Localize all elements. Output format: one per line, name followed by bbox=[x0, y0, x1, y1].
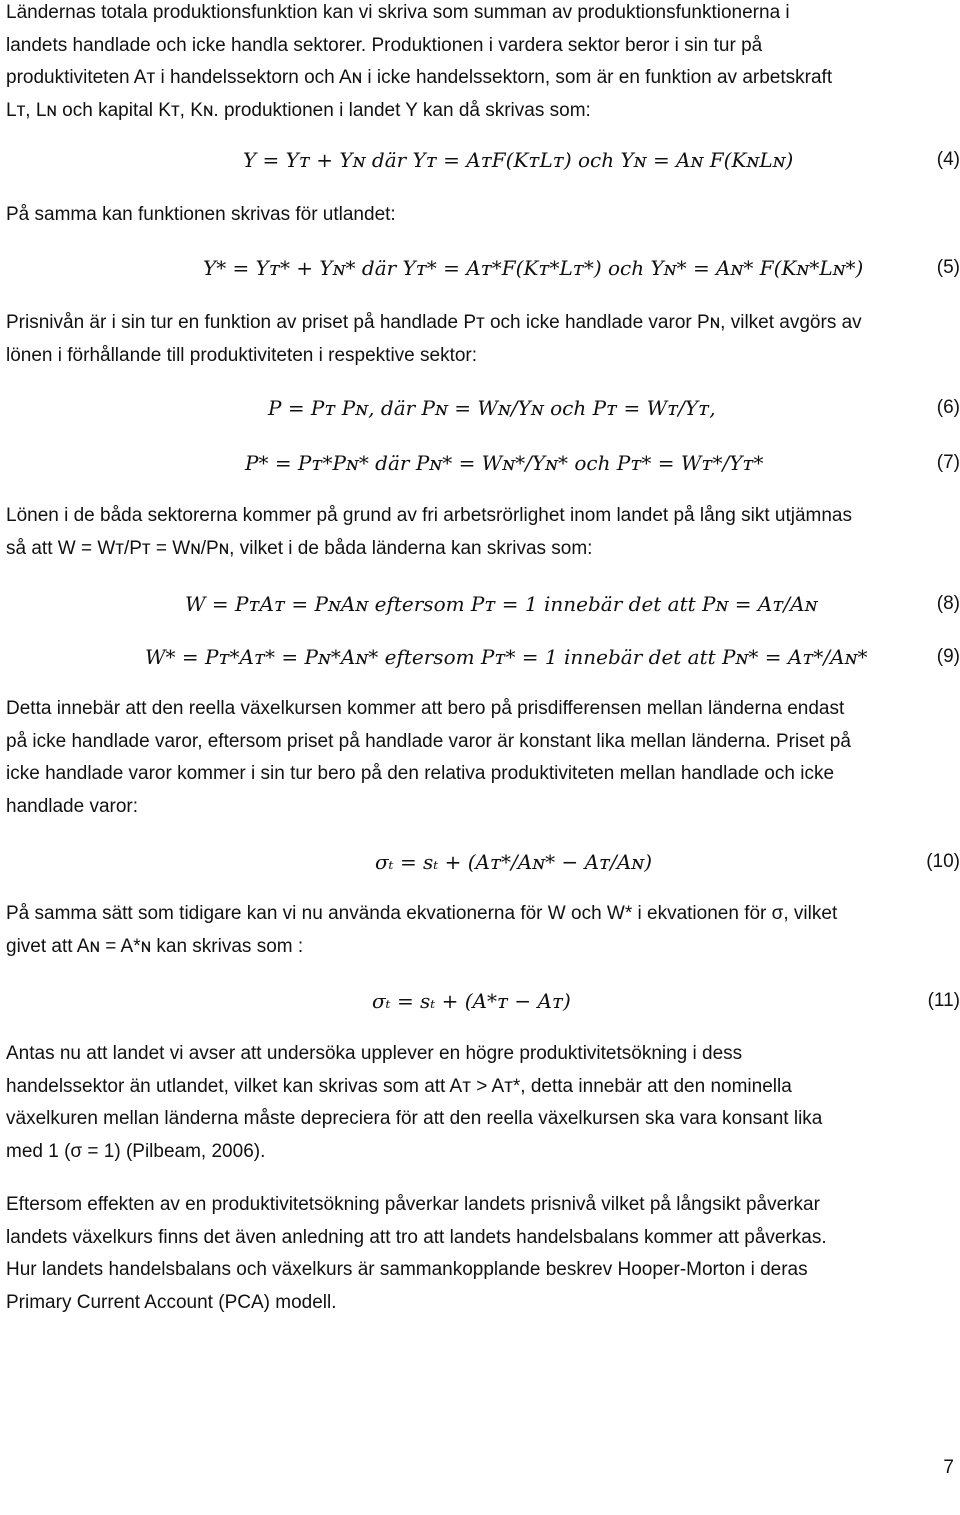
text-line: givet att Aɴ = A*ɴ kan skrivas som : bbox=[6, 935, 304, 957]
paragraph bbox=[6, 307, 954, 372]
text-line: handlade varor: bbox=[6, 795, 139, 817]
equation-expression: Y* = Yᴛ* + Yɴ* där Yᴛ* = Aᴛ*F(Kᴛ*Lᴛ*) och Yɴ* = Aɴ* F(Kɴ*Lɴ*) bbox=[203, 256, 864, 280]
equation-5 bbox=[0, 251, 960, 285]
paragraph bbox=[6, 199, 954, 232]
text-line: Lönen i de båda sektorerna kommer på grund av fri arbetsrörlighet inom landet på lång sikt utjämnas bbox=[6, 505, 852, 526]
equation-8 bbox=[0, 587, 960, 621]
text-line: på icke handlade varor, eftersom priset på handlade varor är konstant lika mellan länderna. Priset på bbox=[6, 730, 851, 752]
equation-number: (7) bbox=[936, 452, 960, 473]
text-line: med 1 (σ = 1) (Pilbeam, 2006). bbox=[6, 1140, 266, 1162]
equation-number: (6) bbox=[936, 397, 960, 418]
text-line: På samma kan funktionen skrivas för utlandet: bbox=[6, 204, 396, 225]
text-line: Eftersom effekten av en produktivitetsökning påverkar landets prisnivå vilket på långsikt påverkar bbox=[6, 1194, 820, 1215]
equation-number: (10) bbox=[926, 851, 960, 872]
paragraph bbox=[6, 1189, 954, 1319]
text-line: Ländernas totala produktionsfunktion kan vi skriva som summan av produktionsfunktionerna i bbox=[6, 2, 790, 23]
text-line: Prisnivån är i sin tur en funktion av priset på handlade Pᴛ och icke handlade varor Pɴ, vilket avgörs av bbox=[6, 312, 862, 333]
equation-expression: σₜ = sₜ + (Aᴛ*/Aɴ* − Aᴛ/Aɴ) bbox=[375, 850, 653, 874]
paragraph bbox=[6, 500, 954, 565]
text-line: växelkuren mellan länderna måste depreciera för att den reella växelkursen ska vara konsant lika bbox=[6, 1108, 823, 1129]
equation-expression: W* = Pᴛ*Aᴛ* = Pɴ*Aɴ* eftersom Pᴛ* = 1 innebär det att Pɴ* = Aᴛ*/Aɴ* bbox=[145, 645, 868, 669]
equation-number: (5) bbox=[936, 257, 960, 278]
equation-expression: W = PᴛAᴛ = PɴAɴ eftersom Pᴛ = 1 innebär det att Pɴ = Aᴛ/Aɴ bbox=[185, 592, 818, 616]
text-line: landets växelkurs finns det även anledning att tro att landets handelsbalans kommer att påverkas. bbox=[6, 1226, 827, 1248]
equation-number: (11) bbox=[927, 990, 960, 1011]
text-line: produktiviteten Aᴛ i handelssektorn och Aɴ i icke handelssektorn, som är en funktion av arbetskraft bbox=[6, 67, 833, 88]
equation-9 bbox=[0, 640, 960, 674]
text-line: Lᴛ, Lɴ och kapital Kᴛ, Kɴ. produktionen i landet Y kan då skrivas som: bbox=[6, 99, 591, 121]
text-line: Primary Current Account (PCA) modell. bbox=[6, 1291, 337, 1313]
equation-expression: σₜ = sₜ + (A*ᴛ − Aᴛ) bbox=[372, 989, 571, 1013]
equation-4 bbox=[0, 143, 960, 177]
equation-number: (9) bbox=[936, 646, 960, 667]
text-line: Hur landets handelsbalans och växelkurs är sammankopplande beskrev Hooper-Morton i deras bbox=[6, 1259, 808, 1280]
text-line: icke handlade varor kommer i sin tur bero på den relativa produktiviteten mellan handlade och icke bbox=[6, 763, 835, 784]
equation-expression: Y = Yᴛ + Yɴ där Yᴛ = AᴛF(KᴛLᴛ) och Yɴ = Aɴ F(KɴLɴ) bbox=[243, 148, 794, 172]
equation-6 bbox=[0, 391, 960, 425]
text-line: Antas nu att landet vi avser att undersöka upplever en högre produktivitetsökning i dess bbox=[6, 1043, 743, 1064]
equation-number: (4) bbox=[936, 149, 960, 170]
text-line: handelssektor än utlandet, vilket kan skrivas som att Aᴛ > Aᴛ*, detta innebär att den nominella bbox=[6, 1075, 792, 1097]
equation-7 bbox=[0, 446, 960, 480]
paragraph bbox=[6, 0, 954, 127]
text-line: landets handlade och icke handla sektorer. Produktionen i vardera sektor beror i sin tur på bbox=[6, 34, 763, 56]
text-line: lönen i förhållande till produktiviteten i respektive sektor: bbox=[6, 344, 478, 366]
text-line: Detta innebär att den reella växelkursen kommer att bero på prisdifferensen mellan länderna endast bbox=[6, 698, 845, 719]
equation-expression: P = Pᴛ Pɴ, där Pɴ = Wɴ/Yɴ och Pᴛ = Wᴛ/Yᴛ, bbox=[268, 396, 716, 420]
text-line: så att W = Wᴛ/Pᴛ = Wɴ/Pɴ, vilket i de båda länderna kan skrivas som: bbox=[6, 537, 593, 559]
paragraph bbox=[6, 898, 954, 963]
text-line: På samma sätt som tidigare kan vi nu använda ekvationerna för W och W* i ekvationen för σ, vilket bbox=[6, 903, 838, 924]
equation-expression: P* = Pᴛ*Pɴ* där Pɴ* = Wɴ*/Yɴ* och Pᴛ* = Wᴛ*/Yᴛ* bbox=[245, 451, 764, 475]
page-number: 7 bbox=[943, 1457, 954, 1478]
paragraph bbox=[6, 1038, 954, 1168]
equation-10 bbox=[0, 845, 960, 879]
equation-number: (8) bbox=[936, 593, 960, 614]
paragraph bbox=[6, 693, 954, 823]
equation-11 bbox=[0, 984, 960, 1018]
